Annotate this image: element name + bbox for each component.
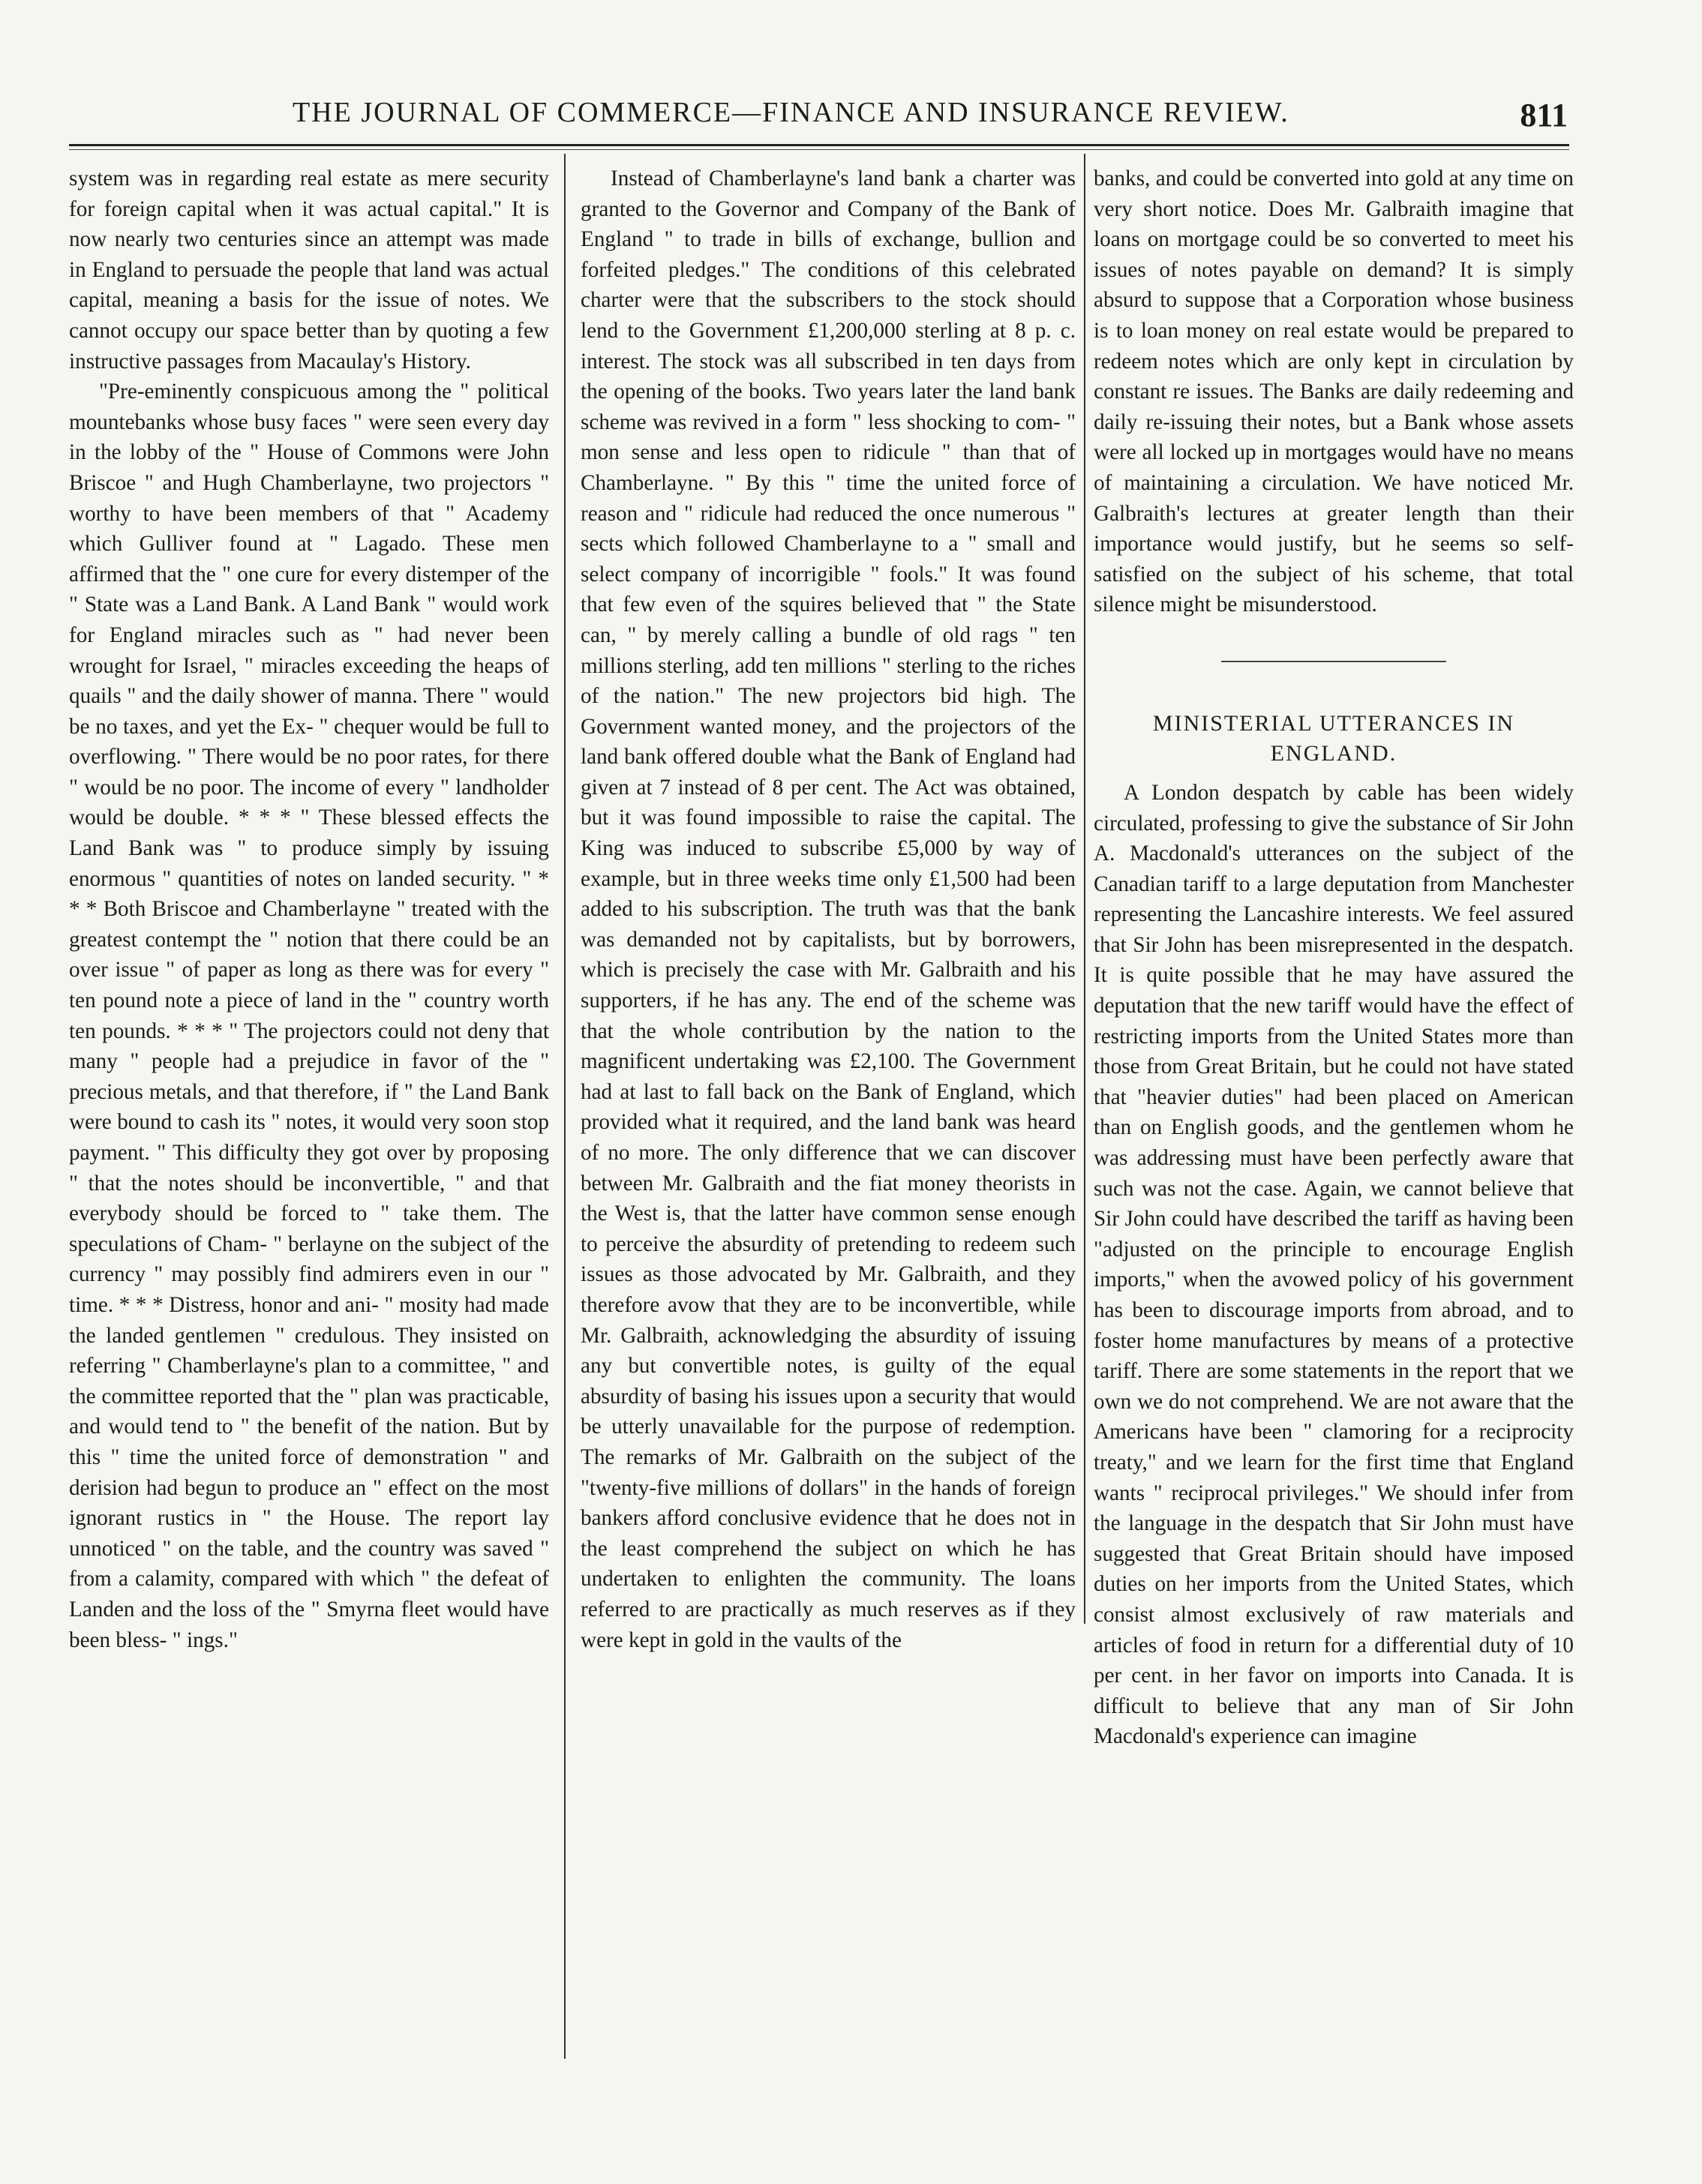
paragraph: banks, and could be converted into gold at any time on very short notice. Does Mr. Galbraith imagine that loans on mortgage could be so converted to meet his issues of notes payable on demand? It is simply absurd to suppose that a Corporation whose business is to loan money on real estate would be prepared to redeem notes which are only kept in circulation by constant re issues. The Banks are daily redeeming and daily re-issuing their notes, but a Bank whose assets were all locked up in mortgages would have no means of maintaining a circulation. We have noticed Mr. Galbraith's lectures at greater length than their importance would justify, but he seems so self-satisfied on the subject of his scheme, that total silence might be misunderstood. — [1094, 166, 1574, 617]
column-divider — [1084, 154, 1085, 1624]
macaulay-quotation: "Pre-eminently conspicuous among the " political mountebanks whose busy faces " were seen every day in the lobby of the " House of Commons were John Briscoe " and Hugh Chamberlayne, two projectors " worthy to have been members of that " Academy which Gulliver found at " Lagado. These men affirmed that the " one cure for every distemper of the " State was a Land Bank. A Land Bank " would work for England miracles such as " had never been wrought for Israel, " miracles exceeding the heaps of quails " and the daily shower of manna. There " would be no taxes, and yet the Ex- " chequer would be full to overflowing. " There would be no poor rates, for there " would be no poor. The income of every " landholder would be double. * * * " These blessed effects the Land Bank was " to produce simply by issuing enormous " quantities of notes on landed security. " * * * Both Briscoe and Chamberlayne " treated with the greatest contempt the " notion that there could be an over issue " of paper as long as there was for every " ten pound note a piece of land in the " country worth ten pounds. * * * " The projectors could not deny that many " people had a prejudice in favor of the " precious metals, and that therefore, if " the Land Bank were bound to cash its " notes, it would very soon stop payment. " This difficulty they got over by proposing " that the notes should be inconvertible, " and that everybody should be forced to " take them. The speculations of Cham- " berlayne on the subject of the currency " may possibly find admirers even in our " time. * * * Distress, honor and ani- " mosity had made the landed gentlemen " credulous. They insisted on referring " Chamberlayne's plan to a committee, " and the committee reported that the " plan was practicable, and would tend to " the benefit of the nation. But by this " time the united force of demonstration " and derision had begun to produce an " effect on the most ignorant rustics in " the House. The report lay unnoticed " on the table, and the country was saved " from a calamity, compared with which " the defeat of Landen and the loss of the " Smyrna fleet would have been bless- " ings." — [69, 380, 549, 1652]
section-heading: MINISTERIAL UTTERANCES IN ENGLAND. — [1152, 710, 1515, 766]
header-rule — [69, 144, 1569, 150]
masthead — [68, 96, 1568, 141]
article-column-3 — [1094, 164, 1574, 1752]
page-number: 811 — [1520, 97, 1568, 134]
article-column-2 — [581, 164, 1076, 1655]
section-divider — [1221, 661, 1446, 662]
journal-title: THE JOURNAL OF COMMERCE—FINANCE AND INSURANCE REVIEW. — [293, 97, 1289, 128]
paragraph: system was in regarding real estate as mere security for foreign capital when it was actual capital." It is now nearly two centuries since an attempt was made in England to persuade the people that land was actual capital, meaning a basis for the issue of notes. We cannot occupy our space better than by quoting a few instructive passages from Macaulay's History. — [69, 166, 549, 374]
paragraph: A London despatch by cable has been widely circulated, professing to give the substance of Sir John A. Macdonald's utterances on the subject of the Canadian tariff to a large deputation from Manchester representing the Lancashire interests. We feel assured that Sir John has been misrepresented in the despatch. It is quite possible that he may have assured the deputation that the new tariff would have the effect of restricting imports from the United States more than those from Great Britain, but he could not have stated that "heavier duties" had been placed on American than on English goods, and the gentlemen whom he was addressing must have been perfectly aware that such was not the case. Again, we cannot believe that Sir John could have described the tariff as having been "adjusted on the principle to encourage English imports," when the avowed policy of his government has been to discourage imports from abroad, and to foster home manufactures by means of a protective tariff. There are some statements in the report that we own we do not comprehend. We are not aware that the Americans have been " clamoring for a reciprocity treaty," and we learn for the first time that England wants " reciprocal privileges." We should infer from the language in the despatch that Sir John must have suggested that Great Britain should have imposed duties on her imports from the United States, which consist almost exclusively of raw materials and articles of food in return for a differential duty of 10 per cent. in her favor on imports into Canada. It is difficult to believe that any man of Sir John Macdonald's experience can imagine — [1094, 780, 1574, 1749]
column-divider — [564, 154, 566, 2059]
article-column-1 — [69, 164, 549, 1655]
paragraph: Instead of Chamberlayne's land bank a charter was granted to the Governor and Company of the Bank of England " to trade in bills of exchange, bullion and forfeited pledges." The conditions of this celebrated charter were that the subscribers to the stock should lend to the Government £1,200,000 sterling at 8 p. c. interest. The stock was all subscribed in ten days from the opening of the books. Two years later the land bank scheme was revived in a form " less shocking to com- " mon sense and less open to ridicule " than that of Chamberlayne. " By this " time the united force of reason and " ridicule had reduced the once numerous " sects which followed Chamberlayne to a " small and select company of incorrigible " fools." It was found that few even of the squires believed that " the State can, " by merely calling a bundle of old rags " ten millions sterling, add ten millions " sterling to the riches of the nation." The new projectors bid high. The Government wanted money, and the projectors of the land bank offered double what the Bank of England had given at 7 instead of 8 per cent. The Act was obtained, but it was found impossible to raise the capital. The King was induced to subscribe £5,000 by way of example, but in three weeks time only £1,500 had been added to his subscription. The truth was that the bank was demanded not by capitalists, but by borrowers, which is precisely the case with Mr. Galbraith and his supporters, if he has any. The end of the scheme was that the whole contribution by the nation to the magnificent undertaking was £2,100. The Government had at last to fall back on the Bank of England, which provided what it required, and the land bank was heard of no more. The only difference that we can discover between Mr. Galbraith and the fiat money theorists in the West is, that the latter have common sense enough to perceive the absurdity of pretending to redeem such issues as those advocated by Mr. Galbraith, and they therefore avow that they are to be inconvertible, while Mr. Galbraith, acknowledging the absurdity of issuing any but convertible notes, is guilty of the equal absurdity of basing his issues upon a security that would be utterly unavailable for the purpose of redemption. The remarks of Mr. Galbraith on the subject of the "twenty-five millions of dollars" in the hands of foreign bankers afford conclusive evidence that he does not in the least comprehend the subject on which he has undertaken to enlighten the community. The loans referred to are practically as much reserves as if they were kept in gold in the vaults of the — [581, 166, 1076, 1652]
